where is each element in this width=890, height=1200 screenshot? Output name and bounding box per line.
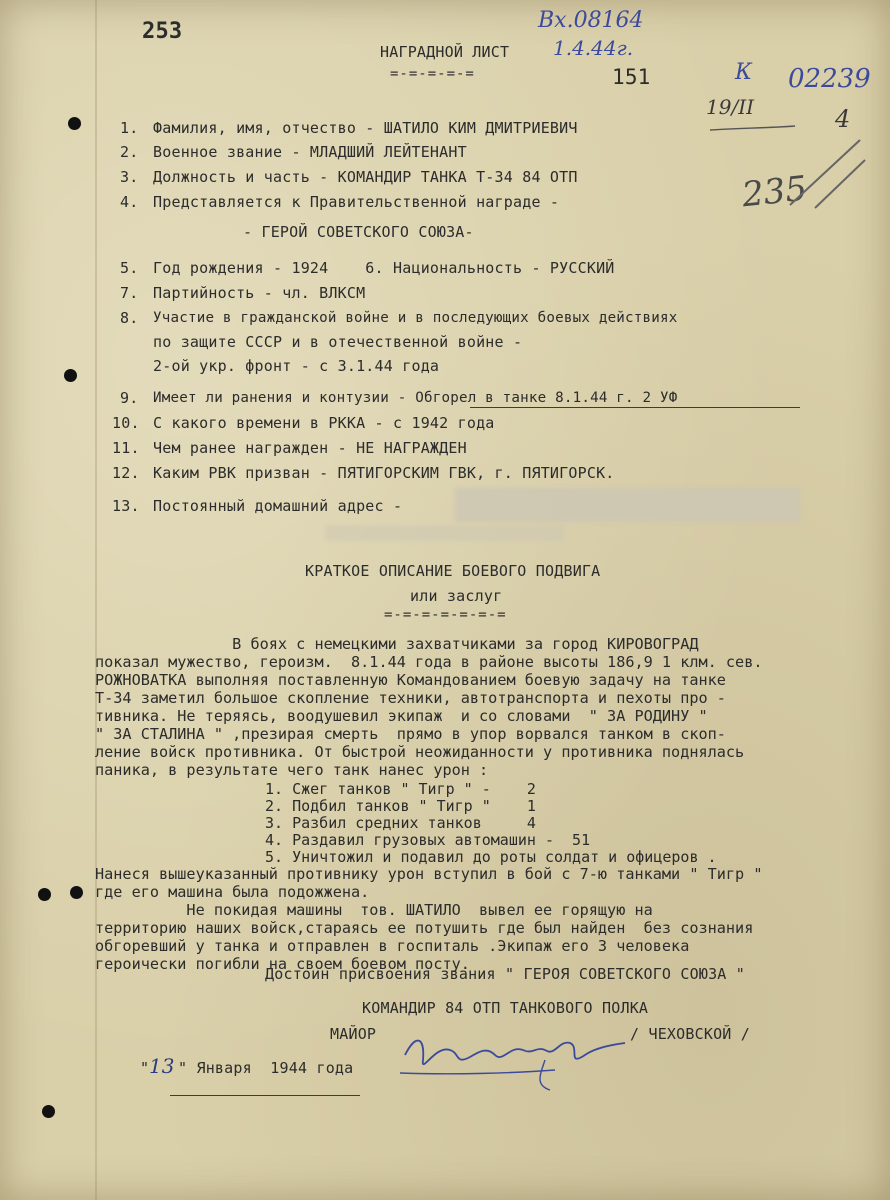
field-12-number: 12. [112,464,140,482]
incoming-date: 1.4.44г. [553,36,634,60]
field-8-participation: Участие в гражданской войне и в последующих боевых действиях [153,310,678,326]
document-title: НАГРАДНОЙ ЛИСТ [380,43,510,61]
field-1-number: 1. [120,119,139,137]
date-text: " Января 1944 года [178,1059,354,1077]
field-8-number: 8. [120,309,139,327]
paper-fold [95,0,97,1200]
marginal-number: 235 [740,168,809,216]
date-day: 13 [149,1054,175,1078]
commander-rank: МАЙОР [330,1025,377,1043]
paragraph-line: Нанеся вышеуказанный противнику урон вступил в бой с 7-ю танками " Тигр " [95,865,763,883]
page-number: 253 [142,19,183,44]
paragraph-line: где его машина была подожжена. [95,883,370,901]
loss-item: 2. Подбил танков " Тигр " 1 [265,797,536,815]
sheet-number: 151 [612,65,651,89]
title-rule: =-=-=-=-= [390,66,475,82]
description-rule: =-=-=-=-=-=-= [384,607,507,623]
field-8-front: 2-ой укр. фронт - с 3.1.44 года [153,357,440,375]
punch-hole [70,886,83,899]
description-title: КРАТКОЕ ОПИСАНИЕ БОЕВОГО ПОДВИГА [305,562,601,580]
redacted-address-line2 [325,525,565,541]
paragraph-line: ление войск противника. От быстрой неожиданности у противника поднялась [95,743,745,761]
field-2-rank: Военное звание - МЛАДШИЙ ЛЕЙТЕНАНТ [153,143,467,161]
field-2-number: 2. [120,143,139,161]
field-13-number: 13. [112,497,140,515]
loss-item: 3. Разбил средних танков 4 [265,814,536,832]
field-4-number: 4. [120,193,139,211]
field-10-number: 10. [112,414,140,432]
archive-code: 02239 [788,64,871,94]
field-5-number: 5. [120,259,139,277]
marginal-date: 19/II [706,95,754,119]
field-8-continuation: по защите СССР и в отечественной войне - [153,333,523,351]
punch-hole [42,1105,55,1118]
paragraph-line: тивника. Не теряясь, воодушевил экипаж и со словами " ЗА РОДИНУ " [95,707,708,725]
paragraph-line: паника, в результате чего танк нанес урон : [95,761,489,779]
handwritten-signature [395,1015,630,1095]
field-3-position: Должность и часть - КОМАНДИР ТАНКА Т-34 84 ОТП [153,168,578,186]
punch-hole [64,369,77,382]
pencil-strokes [700,90,870,220]
incoming-number: Вх.08164 [538,8,644,33]
paragraph-line: " ЗА СТАЛИНА " ,презирая смерть прямо в упор ворвался танком в скоп- [95,725,726,743]
date-underline [170,1095,360,1096]
mark-k: К [735,60,753,85]
recommendation-conclusion: Достоин присвоения звания " ГЕРОЯ СОВЕТСКОГО СОЮЗА " [265,965,745,983]
field-12-draft: Каким РВК призван - ПЯТИГОРСКИМ ГВК, г. ПЯТИГОРСК. [153,464,615,482]
field-11-awards: Чем ранее награжден - НЕ НАГРАЖДЕН [153,439,467,457]
field-7-number: 7. [120,284,139,302]
paragraph-line: показал мужество, героизм. 8.1.44 года в районе высоты 186,9 1 клм. сев. [95,653,763,671]
paragraph-line: В боях с немецкими захватчиками за город КИРОВОГРАД [95,635,699,653]
field-7-party: Партийность - чл. ВЛКСМ [153,284,366,302]
field-10-service: С какого времени в РККА - с 1942 года [153,414,495,432]
field-9-number: 9. [120,389,139,407]
commander-title: КОМАНДИР 84 ОТП ТАНКОВОГО ПОЛКА [362,999,649,1017]
field-9-wounds: Имеет ли ранения и контузии - Обгорел в танке 8.1.44 г. 2 УФ [153,390,678,406]
paragraph-line: Не покидая машины тов. ШАТИЛО вывел ее горящую на [95,901,653,919]
punch-hole [38,888,51,901]
field-13-address-label: Постоянный домашний адрес - [153,497,403,515]
loss-item: 4. Раздавил грузовых автомашин - 51 [265,831,591,849]
redacted-address [455,488,800,522]
paragraph-line: территорию наших войск,стараясь ее потушить где был найден без сознания [95,919,754,937]
field-11-number: 11. [112,439,140,457]
wounds-underline [470,407,800,408]
punch-hole [68,117,81,130]
field-3-number: 3. [120,168,139,186]
date-open-quote: " [140,1059,150,1077]
award-name: - ГЕРОЙ СОВЕТСКОГО СОЮЗА- [243,223,474,241]
description-subtitle: или заслуг [410,587,503,605]
paragraph-line: Т-34 заметил большое скопление техники, автотранспорта и пехоты про - [95,689,726,707]
commander-name: / ЧЕХОВСКОЙ / [630,1025,750,1043]
paragraph-line: РОЖНОВАТКА выполняя поставленную Командованием боевую задачу на танке [95,671,726,689]
field-4-award-label: Представляется к Правительственной награде - [153,193,560,211]
paragraph-line: обгоревший у танка и отправлен в госпиталь .Экипаж его 3 человека [95,937,690,955]
field-1-name: Фамилия, имя, отчество - ШАТИЛО КИМ ДМИТРИЕВИЧ [153,119,578,137]
loss-item: 1. Сжег танков " Тигр " - 2 [265,780,536,798]
loss-item: 5. Уничтожил и подавил до роты солдат и офицеров . [265,848,717,866]
paragraph-line: героически погибли на своем боевом посту. [95,955,470,973]
field-5-birth-nationality: Год рождения - 1924 6. Национальность - РУССКИЙ [153,259,615,277]
marginal-digit: 4 [835,105,851,133]
